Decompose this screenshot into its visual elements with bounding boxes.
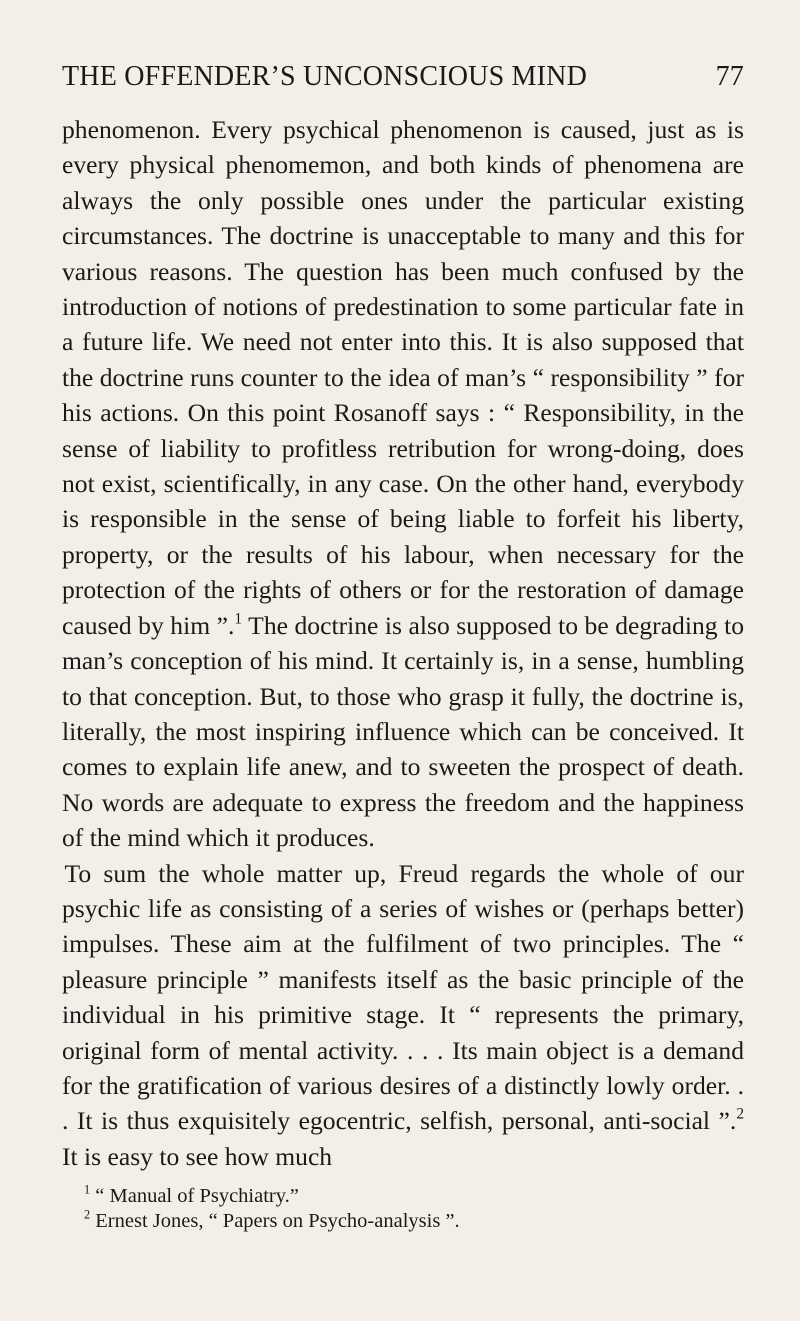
- footnote-marker: 1: [84, 1182, 91, 1197]
- footnote-reference: 2: [736, 1105, 744, 1123]
- paragraph-text: The doctrine is also supposed to be degrading to man’s conception of his mind. It certainly is, in a sense, humbling to that conception. But, to those who grasp it fully, the doctrine is, literally, the most inspiring influence which can be conceived. It comes to explain life anew, and to sweeten the prospect of death. No words are adequate to express the freedom and the happiness of the mind which it produces.: [62, 610, 745, 853]
- footnote-marker: 2: [84, 1207, 91, 1222]
- book-page: [62, 60, 744, 1234]
- paragraph-text: phenomenon. Every psychical phenomenon is caused, just as is every physical phenomemon, and both kinds of phenomena are always the only possible ones under the particular existing circumstances. The doctrine is unacceptable to many and this for various reasons. The question has been much confused by the introduction of notions of predestination to some particular fate in a future life. We need not enter into this. It is also supposed that the doctrine runs counter to the idea of man’s “ responsibility ” for his actions. On this point Rosanoff says : “ Responsibility, in the sense of liability to profitless retribution for wrong-doing, does not exist, scientifically, in any case. On the other hand, everybody is responsible in the sense of being liable to forfeit his liberty, property, or the results of his labour, when necessary for the protection of the rights of others or for the restoration of damage caused by him ”.: [62, 115, 744, 640]
- footnote-text: “ Manual of Psychiatry.”: [90, 1185, 299, 1208]
- footnotes: [62, 1184, 744, 1234]
- running-head-title: THE OFFENDER’S UNCONSCIOUS MIND: [62, 61, 588, 92]
- footnote: [62, 1184, 744, 1209]
- footnote: [62, 1209, 744, 1234]
- page-number: 77: [715, 61, 744, 92]
- body-text: [62, 112, 744, 1174]
- paragraph-text: It is easy to see how much: [62, 1141, 333, 1171]
- footnote-text: Ernest Jones, “ Papers on Psycho-analysis ”.: [90, 1210, 460, 1233]
- footnote-reference: 1: [234, 609, 243, 627]
- paragraph: [62, 112, 744, 856]
- paragraph-text: To sum the whole matter up, Freud regards the whole of our psychic life as consisting of a series of wishes or (perhaps better) impulses. These aim at the fulfilment of two principles. The “ pleasure principle ” manifests itself as the basic principle of the individual in his primitive stage. It “ represents the primary, original form of mental activity. . . . Its main object is a demand for the gratification of various desires of a distinctly lowly order. . . It is thus exquisitely egocentric, selfish, personal, anti-social ”.: [62, 858, 744, 1136]
- running-head: [62, 60, 744, 94]
- paragraph: [62, 856, 744, 1175]
